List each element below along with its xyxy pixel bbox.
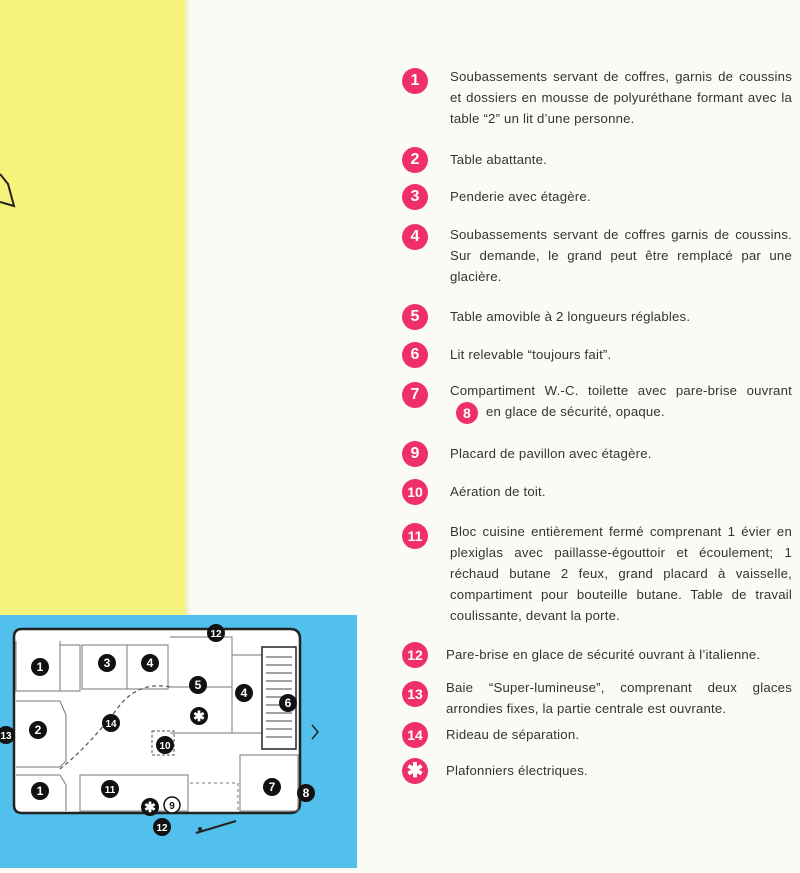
svg-text:13: 13	[0, 731, 12, 742]
plan-label-14	[102, 714, 120, 732]
legend-item-10	[402, 479, 792, 503]
badge-star: ✱	[402, 758, 428, 784]
badge-3: 3	[402, 184, 428, 210]
legend-text-7	[450, 380, 792, 424]
svg-text:1: 1	[36, 784, 44, 798]
svg-text:1: 1	[36, 660, 44, 674]
legend-item-5	[402, 304, 792, 328]
svg-text:6: 6	[284, 696, 292, 710]
legend-item-3	[402, 184, 792, 208]
plan-label-4b	[235, 684, 253, 702]
plan-label-3	[98, 654, 116, 672]
legend-item-4	[402, 224, 792, 290]
plan-label-10	[156, 736, 174, 754]
plan-label-5	[189, 676, 207, 694]
plan-label-9	[164, 797, 180, 813]
badge-6: 6	[402, 342, 428, 368]
floor-plan-panel	[0, 615, 357, 868]
legend-text-6: Lit relevable “toujours fait”.	[450, 347, 612, 362]
badge-9: 9	[402, 441, 428, 467]
legend-item-13	[402, 677, 792, 723]
plan-label-star2	[141, 798, 159, 816]
svg-text:9: 9	[169, 801, 175, 812]
legend-item-11	[402, 521, 792, 631]
legend-item-9	[402, 441, 792, 465]
legend-text-12: Pare-brise en glace de sécurité ouvrant à l’italienne.	[446, 647, 761, 662]
legend-text-7-before: Compartiment W.-C. toilette avec pare-brise ouvrant	[450, 383, 792, 398]
svg-text:4: 4	[146, 656, 154, 670]
badge-14: 14	[402, 722, 428, 748]
legend-item-1	[402, 66, 792, 132]
svg-text:✱: ✱	[193, 708, 205, 724]
legend-item-star	[402, 758, 792, 782]
legend-item-6	[402, 342, 792, 366]
legend-text-4: Soubassements servant de coffres garnis de coussins. Sur demande, le grand peut être remplacé par une glacière.	[450, 227, 792, 284]
svg-text:5: 5	[194, 678, 202, 692]
plan-label-4a	[141, 654, 159, 672]
legend-text-5: Table amovible à 2 longueurs réglables.	[450, 309, 691, 324]
badge-8: 8	[456, 402, 478, 424]
svg-text:✱: ✱	[144, 799, 156, 815]
plan-label-8	[297, 784, 315, 802]
plan-label-7	[263, 778, 281, 796]
badge-13: 13	[402, 681, 428, 707]
legend-item-2	[402, 147, 792, 171]
legend-text-10: Aération de toit.	[450, 484, 546, 499]
badge-12: 12	[402, 642, 428, 668]
plan-label-11	[101, 780, 119, 798]
badge-7: 7	[402, 382, 428, 408]
legend-text-14: Rideau de séparation.	[446, 727, 580, 742]
svg-text:8: 8	[302, 786, 310, 800]
svg-text:7: 7	[268, 780, 276, 794]
badge-5: 5	[402, 304, 428, 330]
svg-text:14: 14	[105, 719, 117, 730]
svg-text:3: 3	[103, 656, 111, 670]
plan-label-1a	[31, 658, 49, 676]
badge-11: 11	[402, 523, 428, 549]
legend-text-9: Placard de pavillon avec étagère.	[450, 446, 652, 461]
legend-text-11: Bloc cuisine entièrement fermé comprenant 1 évier en plexiglas avec paillasse-égouttoir et écoulement; 1 réchaud butane 2 feux, grand placard à vaisselle, compartiment pour bouteille butane. Table de travail coulissante, devant la porte.	[450, 524, 792, 623]
svg-text:10: 10	[159, 741, 171, 752]
plan-label-6	[279, 694, 297, 712]
plan-label-2	[29, 721, 47, 739]
svg-text:11: 11	[104, 785, 116, 796]
badge-1: 1	[402, 68, 428, 94]
legend-text-1: Soubassements servant de coffres, garnis de coussins et dossiers en mousse de polyuréthane formant avec la table “2” un lit d’une personne.	[450, 69, 792, 126]
legend-text-7-after: en glace de sécurité, opaque.	[486, 404, 665, 419]
svg-text:4: 4	[240, 686, 248, 700]
plan-label-12a	[207, 624, 225, 642]
badge-4: 4	[402, 224, 428, 250]
legend-text-2: Table abattante.	[450, 152, 548, 167]
plan-label-1b	[31, 782, 49, 800]
legend-item-12	[402, 642, 792, 666]
floor-plan	[0, 615, 357, 868]
legend-text-3: Penderie avec étagère.	[450, 189, 591, 204]
svg-text:2: 2	[34, 723, 42, 737]
legend-text-star: Plafonniers électriques.	[446, 763, 588, 778]
caravan-outline	[14, 629, 300, 813]
plan-label-star1	[190, 707, 208, 725]
plan-label-12b	[153, 818, 171, 836]
badge-2: 2	[402, 147, 428, 173]
legend-item-7	[402, 380, 792, 426]
svg-text:12: 12	[156, 823, 168, 834]
svg-text:12: 12	[210, 629, 222, 640]
legend-item-14	[402, 722, 792, 746]
badge-10: 10	[402, 479, 428, 505]
legend-text-13: Baie “Super-lumineuse”, comprenant deux glaces arrondies fixes, la partie centrale est ouvrante.	[446, 680, 792, 716]
